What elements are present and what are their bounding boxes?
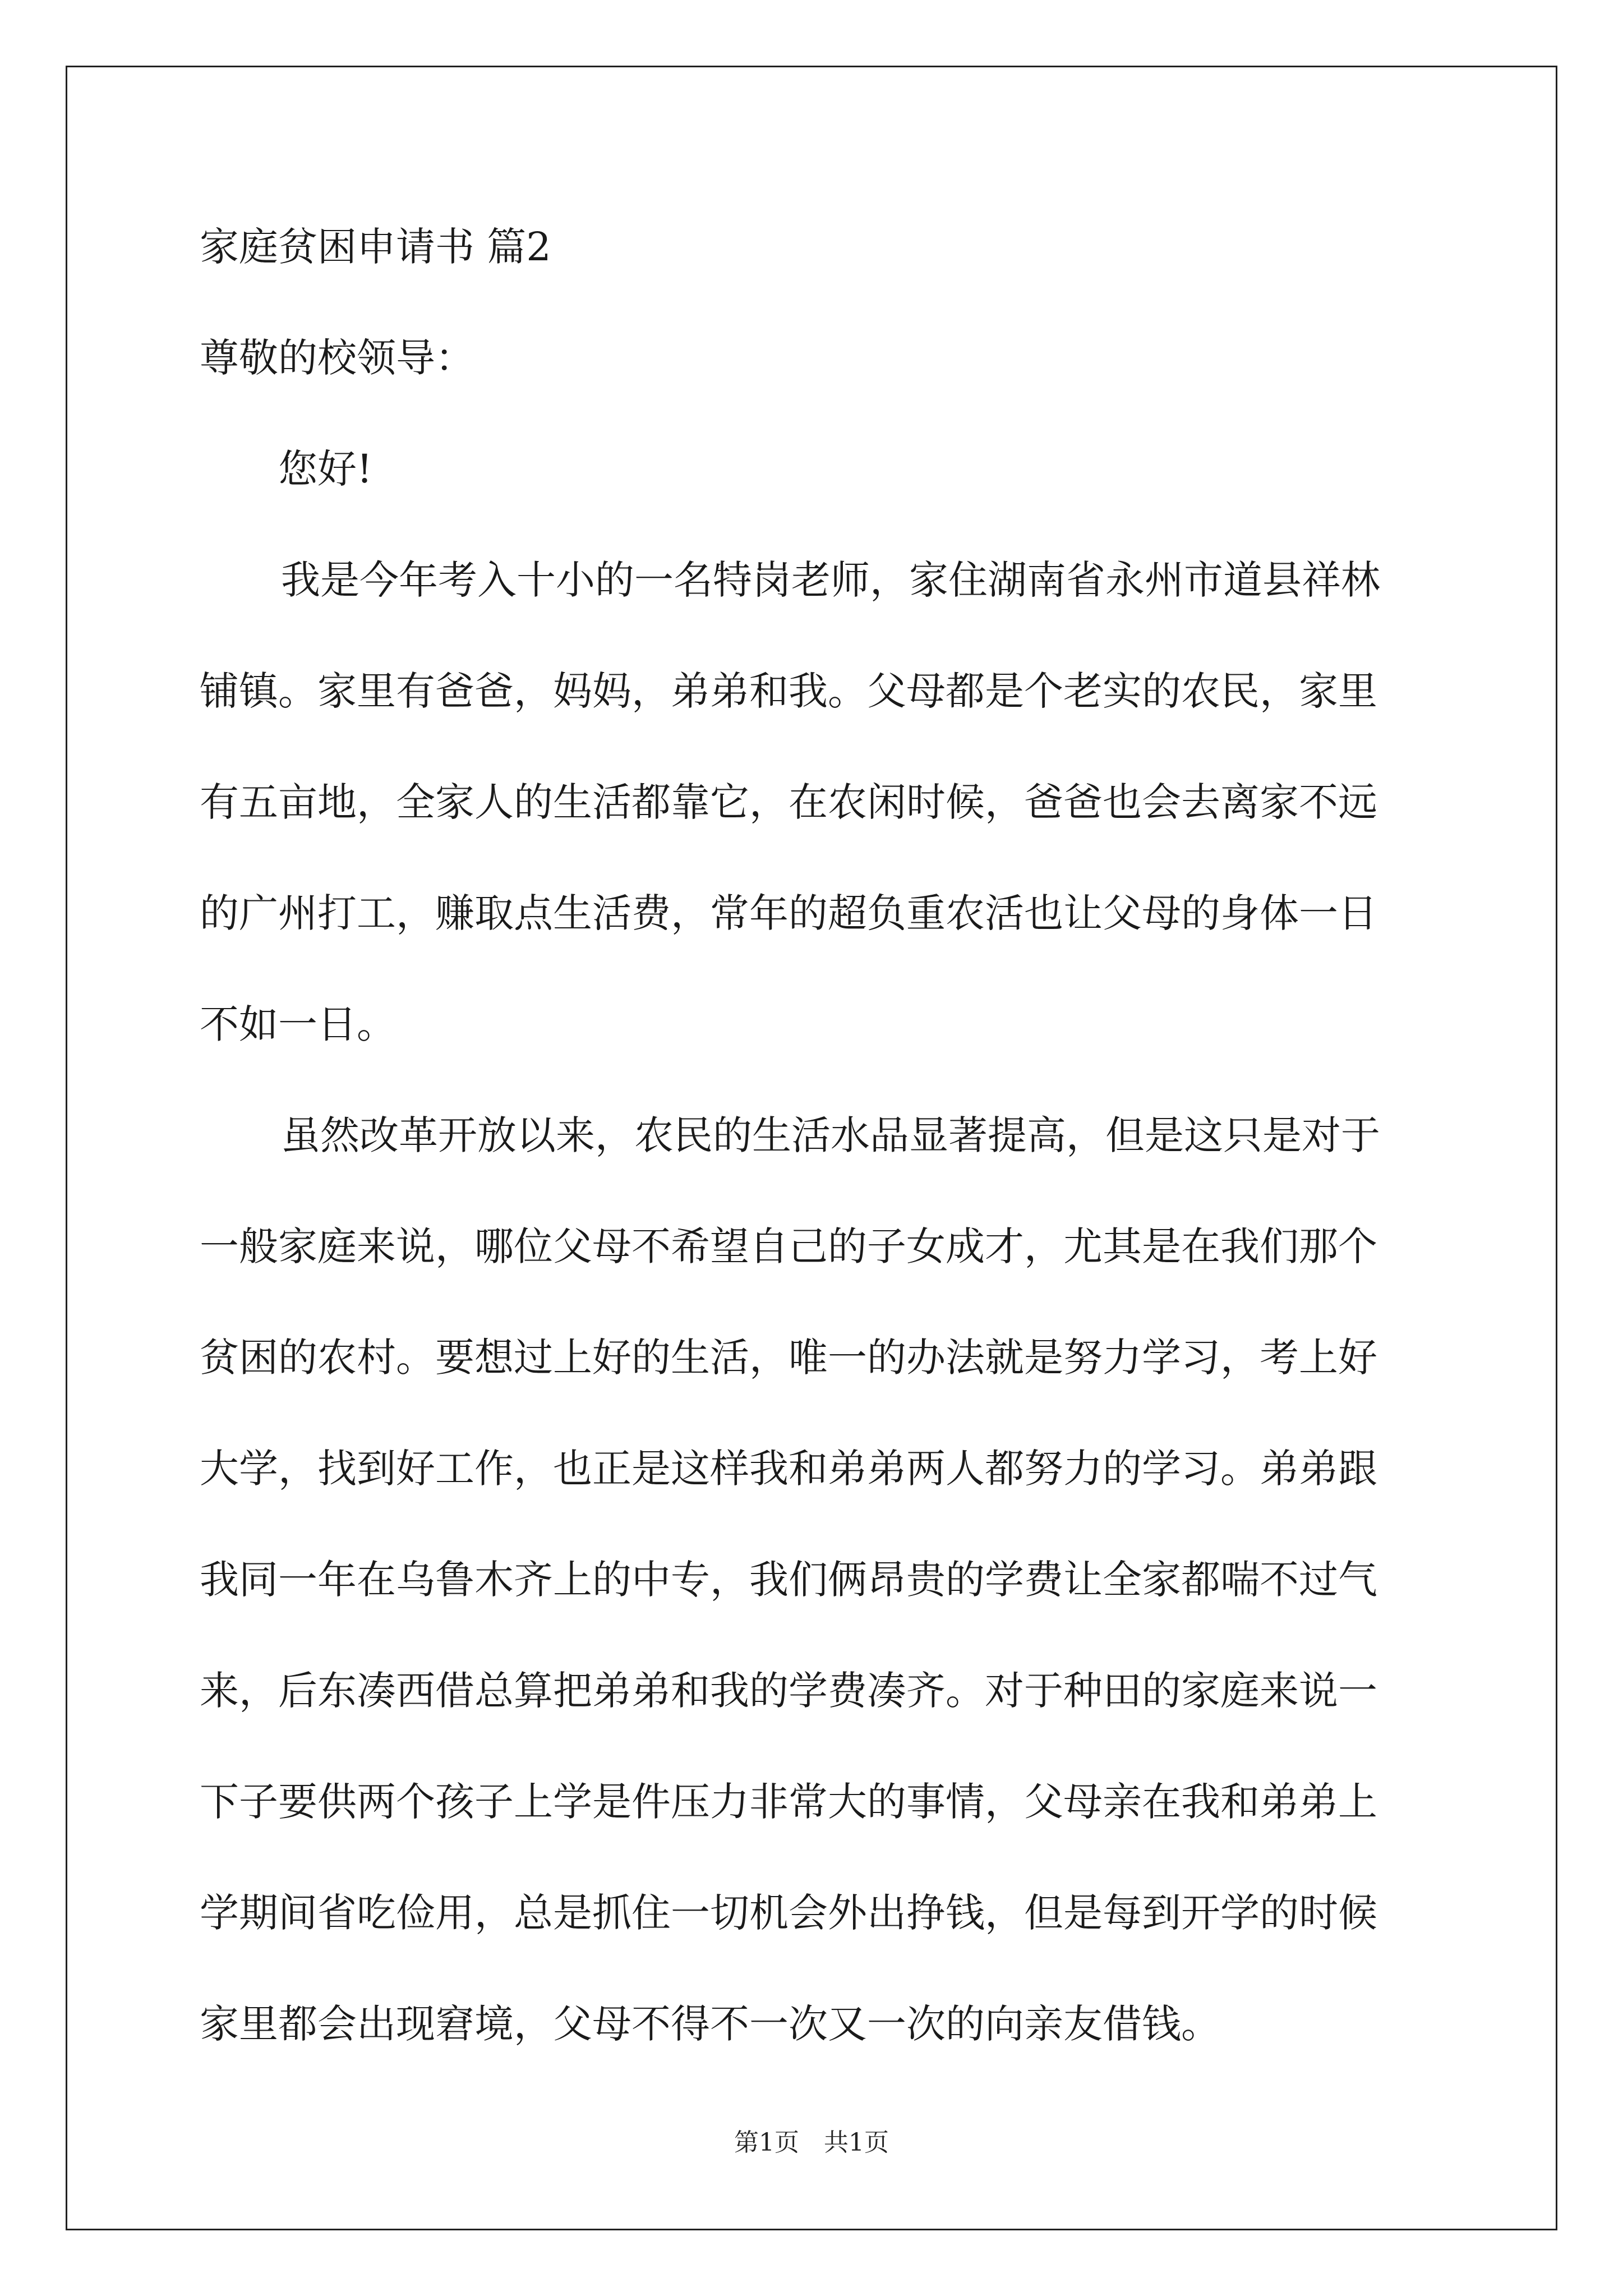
document-body <box>200 219 1428 2107</box>
paragraph-1 <box>200 552 1428 1052</box>
paragraph-line: 虽然改革开放以来，农民的生活水品显著提高，但是这只是对于 <box>281 1112 1380 1158</box>
paragraph-line: 家里都会出现窘境，父母不得不一次又一次的向亲友借钱。 <box>200 2001 1220 2047</box>
paragraph-line: 贫困的农村。要想过上好的生活，唯一的办法就是努力学习，考上好 <box>200 1335 1377 1381</box>
paragraph-line: 一般家庭来说，哪位父母不希望自己的子女成才，尤其是在我们那个 <box>200 1223 1377 1269</box>
paragraph-line: 的广州打工，赚取点生活费，常年的超负重农活也让父母的身体一日 <box>200 890 1377 936</box>
paragraph-line: 有五亩地，全家人的生活都靠它，在农闲时候，爸爸也会去离家不远 <box>200 779 1377 825</box>
paragraph-line: 我同一年在乌鲁木齐上的中专，我们俩昂贵的学费让全家都喘不过气 <box>200 1557 1377 1603</box>
document-title: 家庭贫困申请书 篇2 <box>200 224 551 270</box>
page-total: 共1页 <box>824 2128 889 2157</box>
paragraph-line: 大学，找到好工作，也正是这样我和弟弟两人都努力的学习。弟弟跟 <box>200 1446 1377 1492</box>
paragraph-line: 我是今年考入十小的一名特岗老师，家住湖南省永州市道县祥林 <box>281 557 1380 603</box>
paragraph-line: 学期间省吃俭用，总是抓住一切机会外出挣钱，但是每到开学的时候 <box>200 1890 1377 1936</box>
paragraph-line: 来，后东凑西借总算把弟弟和我的学费凑齐。对于种田的家庭来说一 <box>200 1668 1377 1714</box>
paragraph-2 <box>200 1107 1428 2052</box>
paragraph-line: 不如一日。 <box>200 1001 396 1047</box>
paragraph-line: 下子要供两个孩子上学是件压力非常大的事情，父母亲在我和弟弟上 <box>200 1779 1377 1825</box>
page-footer <box>0 2126 1623 2160</box>
paragraph-line: 铺镇。家里有爸爸，妈妈，弟弟和我。父母都是个老实的农民，家里 <box>200 668 1377 714</box>
greeting: 您好! <box>278 446 373 492</box>
salutation: 尊敬的校领导： <box>200 335 474 381</box>
page-number: 第1页 <box>734 2128 799 2157</box>
